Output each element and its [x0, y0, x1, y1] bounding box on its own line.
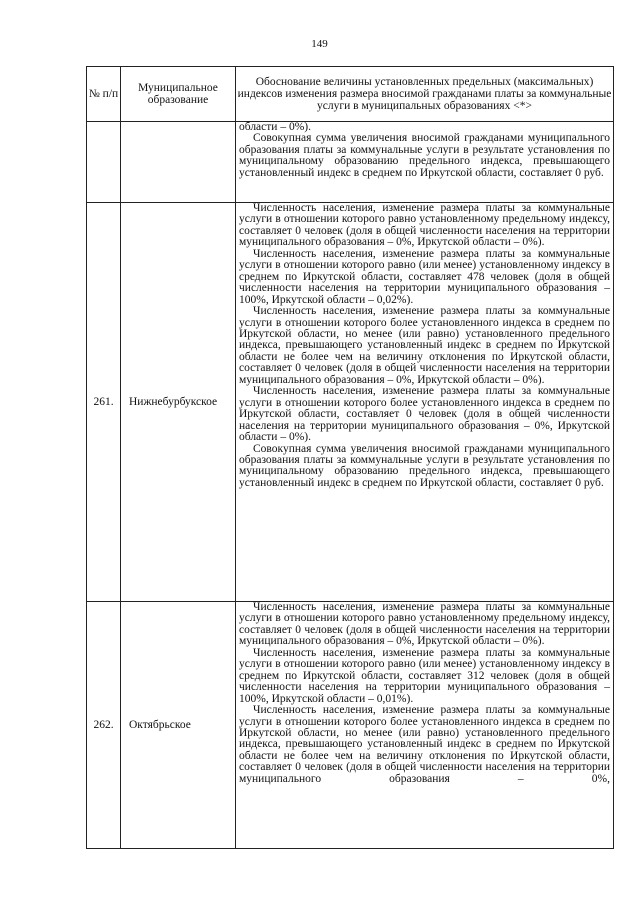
table-header-row [87, 67, 614, 122]
page-number: 149 [311, 38, 328, 50]
table-row [87, 122, 614, 203]
table-row [87, 602, 614, 849]
paragraph: Численность населения, изменение размера платы за коммунальные услуги в отношении которого равно (или менее) установленному индексу в среднем по Иркутской области, составляет 312 человек (доля в общей численности населения на территории муниципального образования – 100%, Иркутской области – 0,01%). [239, 646, 610, 705]
paragraph: Численность населения, изменение размера платы за коммунальные услуги в отношении которого более установленного индекса в среднем по Иркутской области, но менее (или равно) установленного предельного индекса, превышающего установленный индекс в среднем по Иркутской области не более чем на величину отклонения по Иркутской области, составляет 0 человек (доля в общей численности населения на территории муниципального образования – 0%, Иркутской области – 0%). [239, 305, 610, 386]
header-num: № п/п [87, 67, 121, 122]
paragraph: Численность населения, изменение размера платы за коммунальные услуги в отношении которого равно (или менее) установленному индексу в среднем по Иркутской области, составляет 478 человек (доля в общей численности населения на территории муниципального образования – 100%, Иркутской области – 0,02%). [239, 247, 610, 306]
paragraph: Численность населения, изменение размера платы за коммунальные услуги в отношении которого равно установленному предельному индексу, составляет 0 человек (доля в общей численности населения на территории муниципального образования – 0%, Иркутской области – 0%). [239, 601, 610, 648]
indices-table [86, 66, 614, 849]
paragraph: области – 0%). [239, 121, 311, 133]
row-justification [236, 122, 614, 203]
row-justification [236, 602, 614, 849]
header-justification: Обоснование величины установленных предельных (максимальных) индексов изменения размера вносимой гражданами платы за коммунальные услуги в муниципальных образованиях <*> [236, 67, 614, 122]
paragraph: Численность населения, изменение размера платы за коммунальные услуги в отношении которого более установленного индекса в среднем по Иркутской области, составляет 0 человек (доля в общей численности населения на территории муниципального образования – 0%, Иркутской области – 0%). [239, 385, 610, 444]
header-municipality: Муниципальное образование [121, 67, 236, 122]
row-number [87, 122, 121, 203]
row-municipality: Нижнебурбукское [121, 203, 236, 602]
paragraph: Численность населения, изменение размера платы за коммунальные услуги в отношении которого более установленного индекса в среднем по Иркутской области, но менее (или равно) установленного предельного индекса, превышающего установленный индекс в среднем по Иркутской области не более чем на величину отклонения по Иркутской области, составляет 0 человек (доля в общей численности населения на территории муниципального образования – 0%, [239, 704, 610, 785]
row-number: 261. [87, 203, 121, 602]
row-number: 262. [87, 602, 121, 849]
row-municipality: Октябрьское [121, 602, 236, 849]
row-municipality [121, 122, 236, 203]
paragraph: Численность населения, изменение размера платы за коммунальные услуги в отношении которого равно установленному предельному индексу, составляет 0 человек (доля в общей численности населения на территории муниципального образования – 0%, Иркутской области – 0%). [239, 202, 610, 249]
paragraph: Совокупная сумма увеличения вносимой гражданами муниципального образования платы за коммунальные услуги в результате установления по муниципальному образованию предельного индекса, превышающего установленный индекс в среднем по Иркутской области, составляет 0 руб. [239, 132, 610, 179]
paragraph: Совокупная сумма увеличения вносимой гражданами муниципального образования платы за коммунальные услуги в результате установления по муниципальному образованию предельного индекса, превышающего установленный индекс в среднем по Иркутской области, составляет 0 руб. [239, 442, 610, 489]
table-row [87, 203, 614, 602]
row-justification [236, 203, 614, 602]
